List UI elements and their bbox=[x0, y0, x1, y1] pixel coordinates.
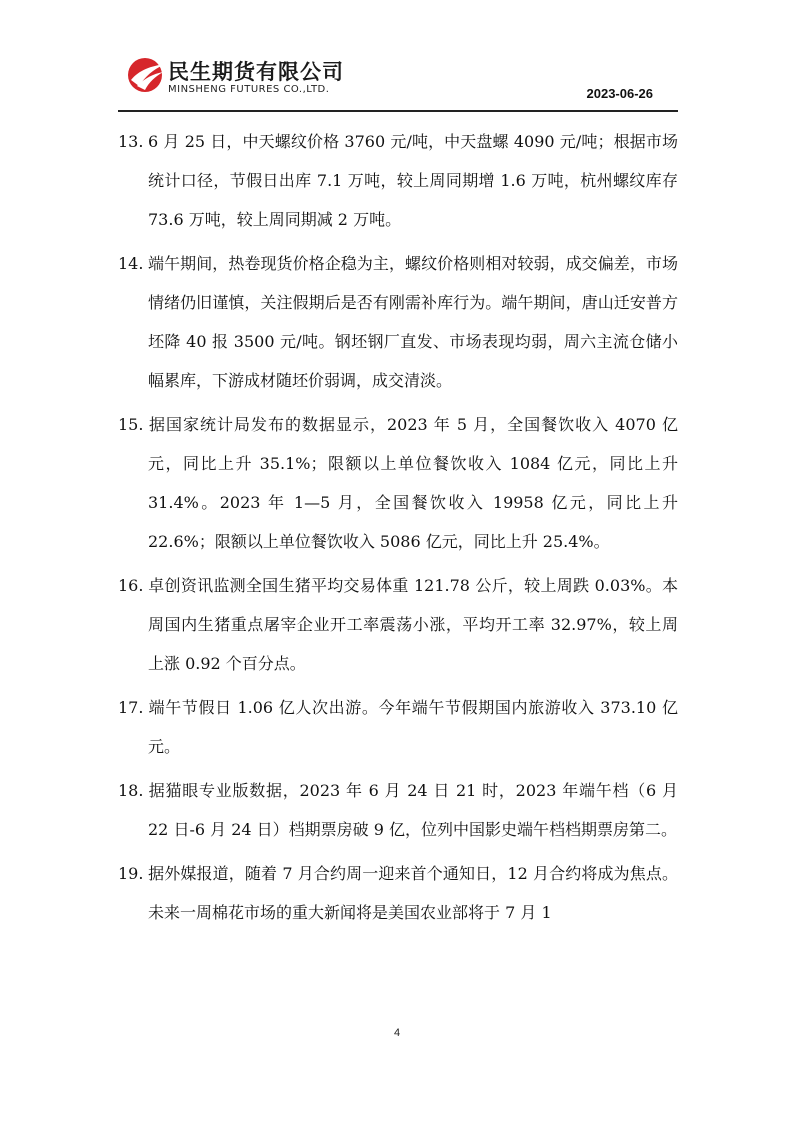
item-number: 13. bbox=[118, 132, 144, 151]
item-number: 16. bbox=[118, 576, 144, 595]
news-list bbox=[118, 122, 678, 937]
item-text: 卓创资讯监测全国生猪平均交易体重 121.78 公斤，较上周跌 0.03%。本周国内生猪重点屠宰企业开工率震荡小涨，平均开工率 32.97%，较上周上涨 0.92 个百分点。 bbox=[148, 576, 678, 673]
list-item bbox=[118, 566, 678, 683]
item-text: 据外媒报道，随着 7 月合约周一迎来首个通知日，12 月合约将成为焦点。未来一周棉花市场的重大新闻将是美国农业部将于 7 月 1 bbox=[148, 864, 678, 922]
list-item bbox=[118, 244, 678, 400]
item-text: 6 月 25 日，中天螺纹价格 3760 元/吨，中天盘螺 4090 元/吨；根据市场统计口径，节假日出库 7.1 万吨，较上周同期增 1.6 万吨，杭州螺纹库存 73.6 万吨，较上周同期减 2 万吨。 bbox=[148, 132, 678, 229]
minsheng-logo-icon bbox=[125, 56, 167, 94]
report-date: 2023-06-26 bbox=[586, 86, 653, 101]
item-number: 18. bbox=[118, 781, 144, 800]
item-number: 14. bbox=[118, 254, 144, 273]
list-item bbox=[118, 122, 678, 239]
item-number: 17. bbox=[118, 698, 144, 717]
item-text: 端午期间，热卷现货价格企稳为主，螺纹价格则相对较弱，成交偏差，市场情绪仍旧谨慎，关注假期后是否有刚需补库行为。端午期间，唐山迁安普方坯降 40 报 3500 元/吨。钢坯钢厂直发、市场表现均弱，周六主流仓储小幅累库，下游成材随坯价弱调，成交清淡。 bbox=[148, 254, 678, 390]
company-name-en: MINSHENG FUTURES CO.,LTD. bbox=[168, 84, 330, 95]
item-number: 19. bbox=[118, 864, 144, 883]
list-item bbox=[118, 854, 678, 932]
item-text: 据猫眼专业版数据，2023 年 6 月 24 日 21 时，2023 年端午档（6 月 22 日-6 月 24 日）档期票房破 9 亿，位列中国影史端午档档期票房第二。 bbox=[148, 781, 678, 839]
page-number: 4 bbox=[393, 1027, 401, 1039]
company-name-cn: 民生期货有限公司 bbox=[168, 60, 344, 84]
item-text: 据国家统计局发布的数据显示，2023 年 5 月，全国餐饮收入 4070 亿元，同比上升 35.1%；限额以上单位餐饮收入 1084 亿元，同比上升 31.4%。2023 年 1—5 月，全国餐饮收入 19958 亿元，同比上升 22.6%；限额以上单位餐饮收入 5086 亿元，同比上升 25.4%。 bbox=[148, 415, 678, 551]
list-item bbox=[118, 771, 678, 849]
header-divider bbox=[118, 110, 678, 112]
item-text: 端午节假日 1.06 亿人次出游。今年端午节假期国内旅游收入 373.10 亿元。 bbox=[148, 698, 678, 756]
list-item bbox=[118, 688, 678, 766]
list-item bbox=[118, 405, 678, 561]
item-number: 15. bbox=[118, 415, 144, 434]
